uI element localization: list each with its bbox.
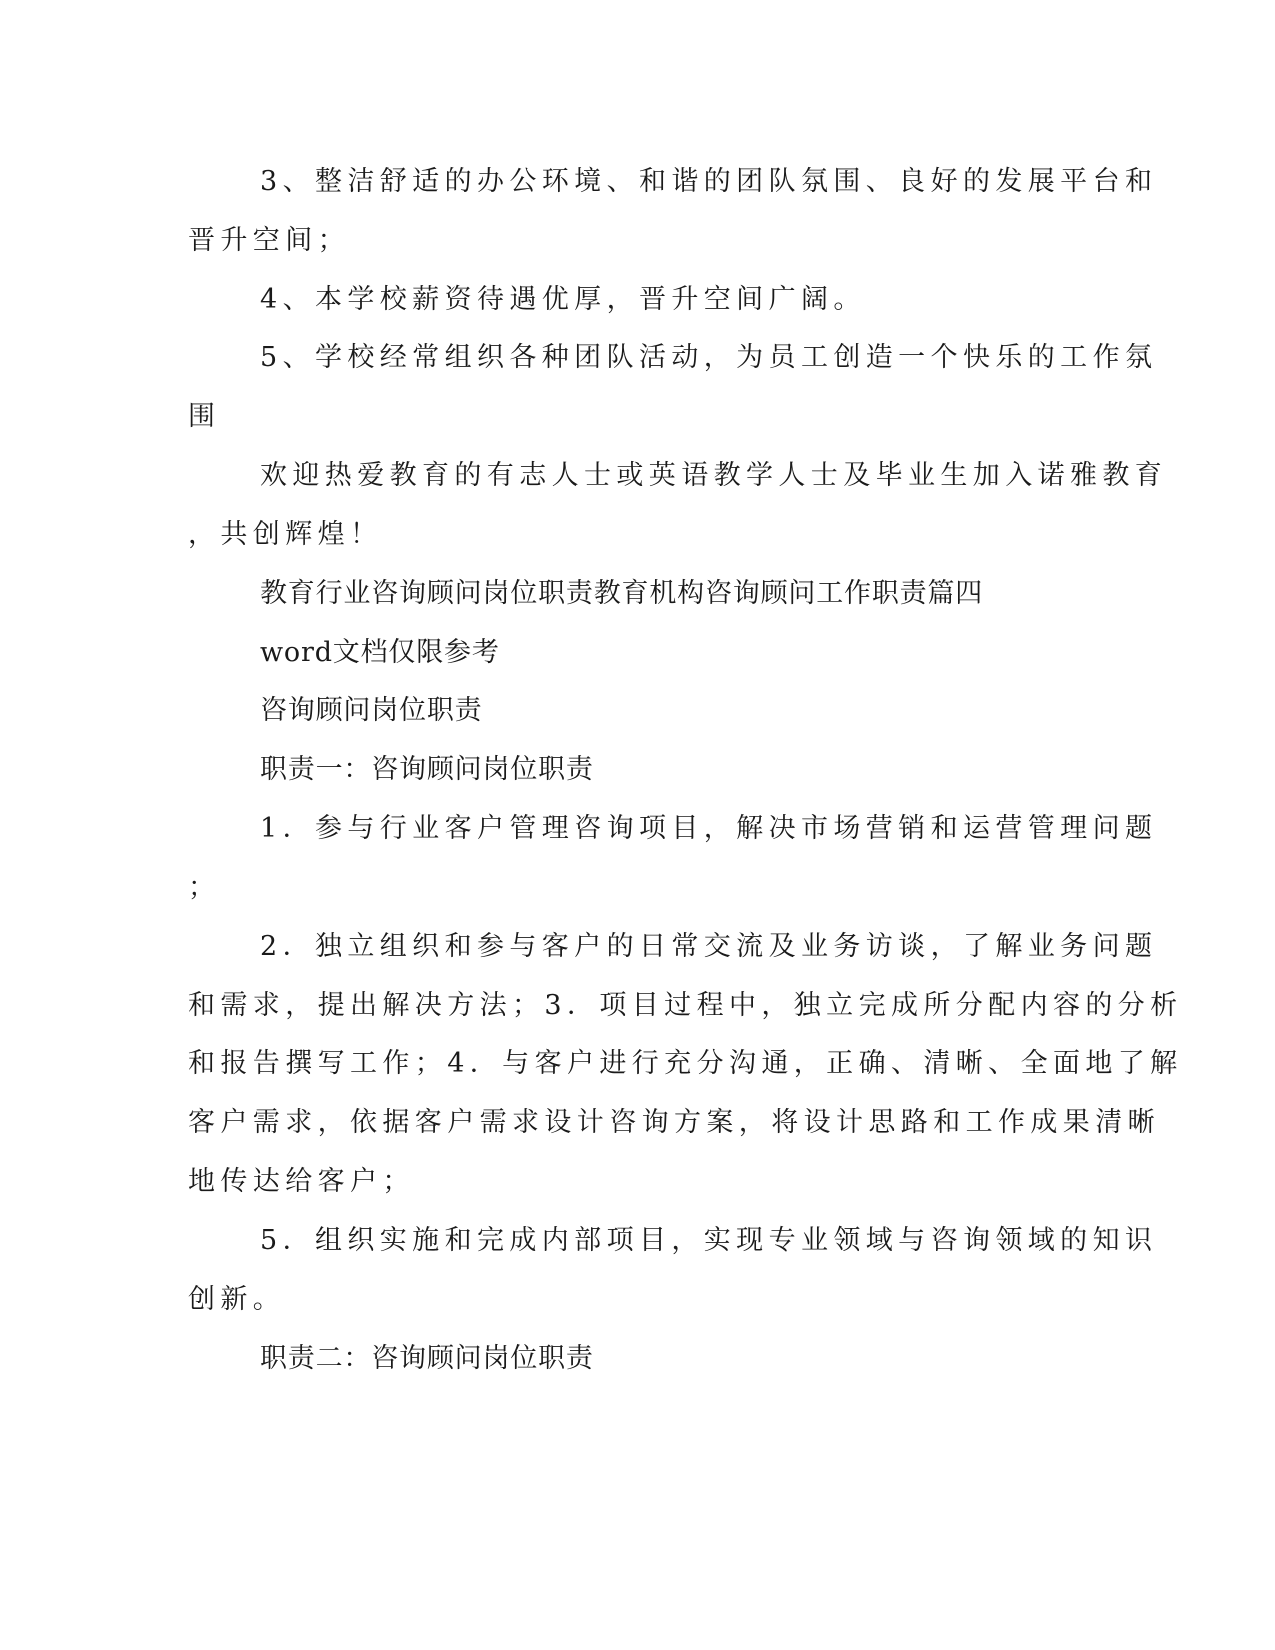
duty-item-1-cont: ； xyxy=(188,872,221,903)
paragraph-benefit-4: 4、本学校薪资待遇优厚，晋升空间广阔。 xyxy=(260,284,866,315)
paragraph-benefit-5-cont: 围 xyxy=(188,401,221,432)
duty-item-2-cont-c: 客户需求，依据客户需求设计咨询方案，将设计思路和工作成果清晰 xyxy=(188,1107,1160,1138)
duty-item-5: 5．组织实施和完成内部项目，实现专业领域与咨询领域的知识 xyxy=(260,1225,1158,1256)
duty-item-2-cont-a: 和需求，提出解决方法；3．项目过程中，独立完成所分配内容的分析 xyxy=(188,990,1183,1021)
paragraph-benefit-5: 5、学校经常组织各种团队活动，为员工创造一个快乐的工作氛 xyxy=(260,342,1158,373)
reference-note: word文档仅限参考 xyxy=(260,637,500,668)
duty-item-2-cont-d: 地传达给客户； xyxy=(188,1166,415,1197)
paragraph-benefit-3: 3、整洁舒适的办公环境、和谐的团队氛围、良好的发展平台和 xyxy=(260,166,1158,197)
paragraph-welcome-cont: ，共创辉煌！ xyxy=(188,519,383,550)
duty-one-heading: 职责一：咨询顾问岗位职责 xyxy=(260,754,594,785)
duty-item-1: 1．参与行业客户管理咨询项目，解决市场营销和运营管理问题 xyxy=(260,813,1158,844)
duty-item-5-cont: 创新。 xyxy=(188,1284,286,1315)
doc-title: 咨询顾问岗位职责 xyxy=(260,695,483,726)
duty-two-heading: 职责二：咨询顾问岗位职责 xyxy=(260,1343,594,1374)
section-heading: 教育行业咨询顾问岗位职责教育机构咨询顾问工作职责篇四 xyxy=(260,578,984,609)
paragraph-benefit-3-cont: 晋升空间； xyxy=(188,225,350,256)
paragraph-welcome: 欢迎热爱教育的有志人士或英语教学人士及毕业生加入诺雅教育 xyxy=(260,460,1168,491)
duty-item-2: 2．独立组织和参与客户的日常交流及业务访谈，了解业务问题 xyxy=(260,931,1158,962)
duty-item-2-cont-b: 和报告撰写工作；4．与客户进行充分沟通，正确、清晰、全面地了解 xyxy=(188,1048,1183,1079)
